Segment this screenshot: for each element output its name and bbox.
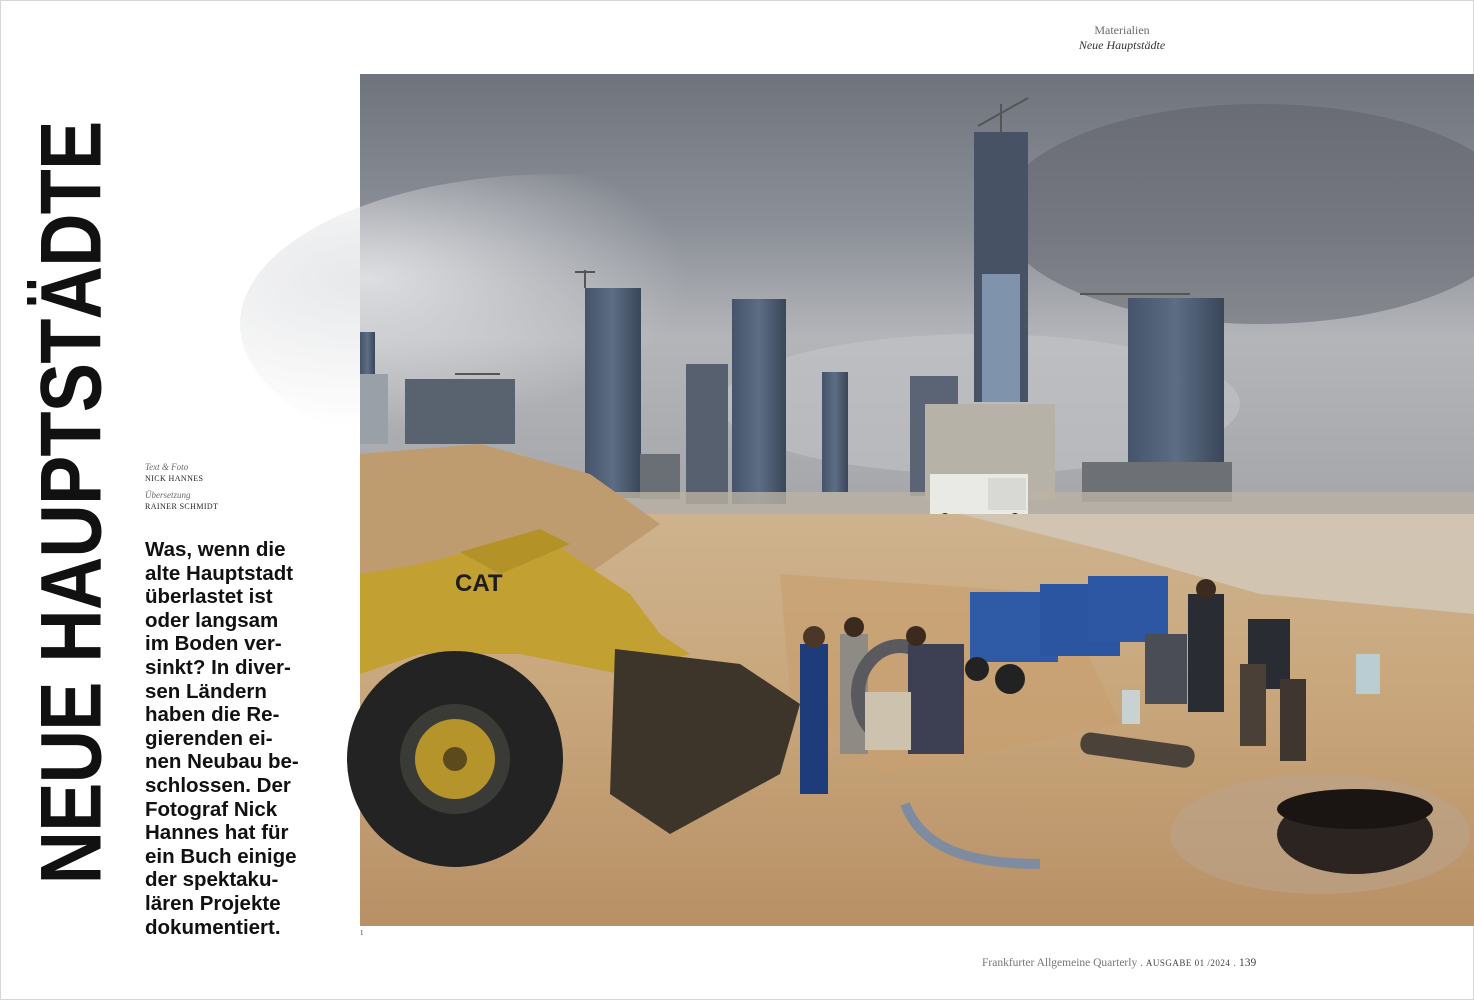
lede-line: alte Hauptstadt (145, 561, 294, 585)
running-head-title: Neue Hauptstädte (1078, 38, 1166, 52)
construction-site-photo (360, 74, 1474, 926)
lede-line: Hannes hat für (145, 821, 289, 845)
folio-publication: Frankfurter Allgemeine Quarterly (982, 957, 1138, 969)
lede-line: Was, wenn die (145, 538, 286, 561)
loader-cat-label: CAT (455, 570, 503, 597)
lede-line: sinkt? In diver- (145, 655, 291, 679)
lede-line: nen Neubau be- (145, 750, 299, 774)
lede-line: lären Projekte (145, 891, 281, 915)
credit-translation-label: Übersetzung (145, 490, 191, 500)
credits (145, 462, 265, 518)
credit-text-photo-label: Text & Foto (145, 462, 189, 472)
lede-line: dokumentiert. (145, 915, 281, 939)
lede-line: im Boden ver- (145, 632, 282, 656)
lede (145, 538, 325, 939)
credit-text-photo-name: NICK HANNES (145, 474, 204, 483)
lede-line: überlastet ist (145, 585, 273, 609)
folio-separator: . (1137, 957, 1146, 969)
lede-line: gierenden ei- (145, 726, 273, 750)
lede-line: sen Ländern (145, 679, 267, 703)
credit-translation-name: RAINER SCHMIDT (145, 502, 219, 511)
folio (982, 957, 1256, 969)
photo-number: 1 (360, 929, 364, 937)
running-head-section: Materialien (1094, 23, 1150, 37)
page-number: 139 (1238, 957, 1257, 969)
headline: NEUE HAUPTSTÄDTE (24, 121, 121, 885)
lede-line: der spektaku- (145, 868, 279, 892)
headline-container (24, 82, 121, 924)
lede-line: ein Buch einige (145, 844, 297, 868)
folio-separator: . (1230, 957, 1239, 969)
lede-line: oder langsam (145, 608, 279, 632)
lede-line: schlossen. Der (145, 773, 291, 797)
folio-issue: AUSGABE 01 /2024 (1145, 958, 1231, 968)
running-head (1040, 23, 1204, 53)
lede-line: Fotograf Nick (145, 797, 278, 821)
lede-line: haben die Re- (145, 703, 280, 727)
